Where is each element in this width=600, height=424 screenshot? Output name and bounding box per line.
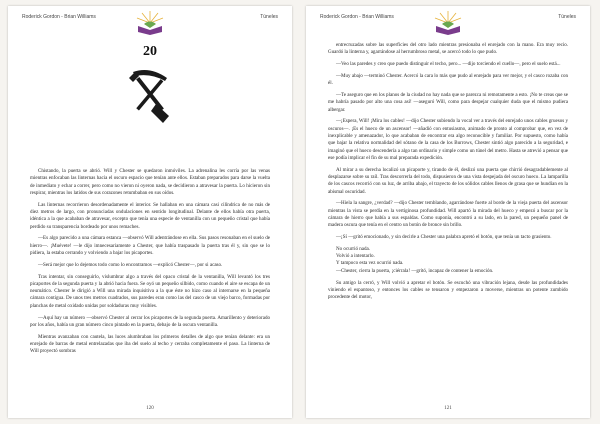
paragraph: —Te aseguro que en los planos de la ciudad no hay nada que se parezca ni remotamente a esto. ¡No te creas que se me habría pasado por alto una cosa así! —aseguró Will, como para despejar cualquier duda que el mismo pudiera albergar.: [328, 91, 568, 113]
paragraph: —¡Espera, Will! ¡Mira los cables! —dijo Chester subiendo la vocal ver a través del enrejado unos cables gruesos y oscuros—. ¡Es el hueco de un ascensor! —añadió con entusiasmo, animado de pronto al comprobar que, en vez de inexplicable y amenazador, lo que acababan de encontrar era algo reconocible y familiar. Por supuesto, como había que bajar la relativa normalidad del sótano de la casa de los Burrows, Chester sintió algo parecido a la seguridad, e imaginó que el hueco descendería a algo tan ordinario y simple como un túnel del metro. Hasta se atrevió a pensar que ese podía implicar el fin de su mal preparada expedición.: [328, 118, 568, 161]
book-logo-icon: [432, 10, 464, 36]
paragraph: —Veo las paredes y creo que puedo distinguir el techo, pero... —dijo torciendo el cuello—, pero el suelo está...: [336, 61, 561, 68]
left-page: [8, 6, 292, 418]
paragraph: Las linternas recorrieron desordenadamente el interior. Se hallaban en una cámara casi cilíndrica de no más de diez metros de largo, con pronunciadas ondulaciones en sentido longitudinal. Delante de ellos había otra puerta, idéntica a la que acababan de atravesar, excepto que tenía una especie de ventanilla con un pequeño cristal que había perdido su transparencia bordeado por unos remaches.: [30, 201, 270, 230]
header-author: Roderick Gordon - Brian Williams: [320, 14, 394, 20]
left-page-text: [30, 168, 270, 402]
paragraph: Tras intentar, sin conseguirlo, vislumbrar algo a través del opaco cristal de la ventanilla, Will levantó los tres picaportes de la segunda puerta y la abrió hacia fuera. Se oyó un pequeño silbido, como cuando el aire se escapa de un neumático. Chester le dirigió a Will una mirada inquisitiva a la que éste no hizo caso al internarse en la pequeña cámara contigua. De unos tres metros cuadrados, sus paredes eran como las del casco de un viejo barco, formadas por planchas de metal oxidado unidas por soldaduras muy visibles.: [30, 273, 270, 309]
right-page: [306, 6, 590, 418]
paragraph: —Hiela la sangre, ¿verdad? —dijo Chester temblando, agarrándose fuerte al borde de la vieja puerta del ascensor mientras la vista se perdía en la vertiginosa profundidad. Will apartó la mirada del hueco y empezó a buscar por la cámara de hierro que había a sus espaldas. Como suponía, encontró a su lado, en la pared, un pequeño panel de madera oscura que tenía en el centro un botón de bronce sin brillo.: [328, 200, 568, 229]
page-number: 120: [146, 406, 154, 411]
paragraph: Al mirar a su derecha localizó un picaporte y, tirando de él, deslizó una puerta que chirrió desagradablemente al desplazarse sobre su raíl. Tras descorrerla del todo, dispusieron de una vista despejada del oscuro hueco. La lamparilla de los cascos recorrió con su luz, de arriba abajo, el trayecto de los sólidos cables llenos de grasa que se hundían en la abismal oscuridad.: [328, 166, 568, 195]
dialog-line: —Chester, cierra la puerta, ¡ciérrala! —gritó, incapaz de contener la emoción.: [336, 267, 494, 274]
header-title: Túneles: [558, 14, 576, 20]
header-author: Roderick Gordon - Brian Williams: [22, 14, 96, 20]
paragraph: Su amigo la cerró, y Will volvió a apretar el botón. Se escuchó una vibración lejana, desde las profundidades viniendo el espantoso, y entonces los cables se tensaron y empezaron a moverse, mientras un potente zumbido procedente del motor,: [328, 279, 568, 301]
paragraph: Mientras avanzaban con cautela, las luces alumbraban los primeros detalles de algo que tenían delante: era un enrejado de barras de metal entrelazadas que iba del suelo al techo y cerraba completamente el paso. La linterna de Will proyectó sombras: [30, 333, 270, 355]
header-title: Túneles: [260, 14, 278, 20]
paragraph: Chistando, la puerta se abrió. Will y Chester se quedaron inmóviles. La adrenalina les corría por las venas mientras enfocaban las linternas hacia el oscuro espacio que tenían ante ellos. Estaban preparados para darse la vuelta de inmediato y echar a correr, pero como no vieron ni oyeron nada, se decidieron a atravesar la puerta. Lo hicieron sin respirar, mientras los latidos de sus corazones retumbaban en sus oídos.: [30, 168, 270, 196]
paragraph: —Es algo parecido a una cámara estanca —observó Will adentrándose en ella. Sus pasos resonaban en el suelo de hierro—. ¡Muévete! —le dijo imnecesariamente a Chester, que había traspasado la puerta tras él y, sin que se lo pidiera, la estaba cerrando y volviendo a bajar los picaportes.: [30, 235, 270, 256]
paragraph: entrecruzadas sobre las superficies del otro lado mientras presionaba el enrejado con la mano. Era muy recio. Guardó la linterna y, agarrándose al herrumbroso metal, se acercó todo lo que pudo.: [328, 42, 568, 56]
chapter-number: 20: [143, 44, 157, 59]
right-page-text: [328, 42, 568, 402]
book-logo-icon: [134, 10, 166, 36]
paragraph: —Aquí hay un número —observó Chester al cerrar los picaportes de la segunda puerta. Amarillento y deteriorado por los años, había un gran número cinco pintado en la puerta, debajo de la oscura ventanilla.: [30, 314, 270, 328]
dialog-line: Y tampoco esta vez ocurrió nada.: [336, 260, 404, 267]
paragraph: —Muy abajo —terminó Chester. Acercó la cara lo más que pudo al enrejado para ver mejor, y el casco rozaba con él.: [328, 72, 568, 87]
paragraph: —¡Sí —gritó emocionado, y sin decirle a Chester una palabra apretó el botón, que tenía un tacto grasiento.: [336, 234, 552, 241]
pickaxe-shovel-icon: [123, 68, 177, 126]
page-number: 121: [444, 406, 452, 411]
dialog-line: No ocurrió nada.: [336, 245, 371, 252]
dialog-line: Volvió a intentarlo.: [336, 253, 375, 260]
paragraph: —Será mejor que lo dejemos todo como lo encontramos —explicó Chester—, por si acaso.: [38, 261, 223, 268]
